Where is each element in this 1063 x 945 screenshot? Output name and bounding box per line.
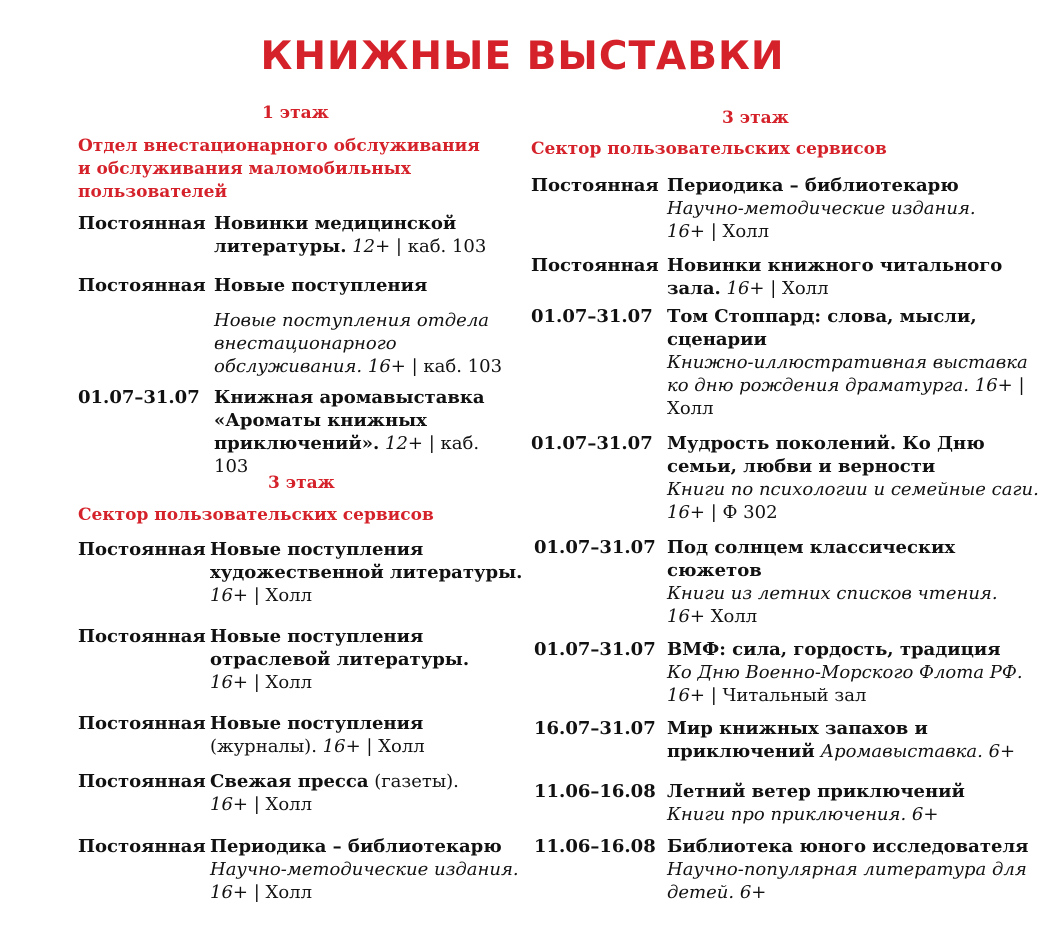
entry-date: Постоянная: [78, 836, 206, 857]
entry-date: 11.06–16.08: [534, 836, 656, 857]
age-rating: 16+: [726, 278, 765, 299]
floor-heading-3: 3 этаж: [722, 108, 789, 128]
entry-body: [667, 780, 965, 826]
entry-title: Книжная аромавыставка: [214, 387, 485, 408]
entry-date: Постоянная: [78, 713, 206, 734]
entry-date: Постоянная: [78, 771, 206, 792]
entry-title: семьи, любви и верности: [667, 456, 936, 477]
age-rating: 16+: [667, 502, 705, 523]
entry-body: [667, 536, 998, 628]
entry-date: Постоянная: [78, 539, 206, 560]
entry-title: отраслевой литературы.: [210, 649, 470, 670]
entry-location: Холл: [782, 278, 829, 299]
entry-description: Научно-методические издания.: [210, 859, 519, 880]
entry-location: каб. 103: [407, 236, 487, 257]
separator: |: [705, 502, 723, 523]
age-rating: 6+: [911, 804, 939, 825]
entry-title: Том Стоппард: слова, мысли,: [667, 306, 977, 327]
entry-date: Постоянная: [531, 175, 659, 196]
entry-title: Библиотека юного исследователя: [667, 836, 1029, 857]
entry-date: 01.07–31.07: [531, 433, 653, 454]
entry-title: Новые поступления: [210, 713, 424, 734]
floor-heading-1: 1 этаж: [262, 103, 329, 123]
entry-description: Научно-популярная литература для: [667, 859, 1027, 880]
entry-title: художественной литературы.: [210, 562, 523, 583]
entry-date: 01.07–31.07: [534, 639, 656, 660]
entry-body: [667, 254, 1002, 300]
entry-title: Мудрость поколений. Ко Дню: [667, 433, 985, 454]
entry-title: Летний ветер приключений: [667, 781, 965, 802]
entry-title: Новинки книжного читального: [667, 255, 1003, 276]
age-rating: 16+: [667, 685, 705, 706]
entry-body: [667, 174, 976, 243]
entry-location: Холл: [265, 794, 313, 815]
entry-title: Мир книжных запахов и: [667, 718, 928, 739]
age-rating: 6+: [739, 882, 767, 903]
entry-body: [210, 538, 522, 607]
entry-location: каб. 103: [214, 433, 480, 477]
entry-date: 11.06–16.08: [534, 781, 656, 802]
entry-body: [667, 835, 1028, 904]
entry-body: [667, 717, 1015, 763]
entry-body: [210, 712, 425, 758]
entry-location: Холл: [722, 221, 770, 242]
entry-date: Постоянная: [531, 255, 659, 276]
page-title: КНИЖНЫЕ ВЫСТАВКИ: [260, 34, 785, 79]
entry-title: Новые поступления: [210, 626, 424, 647]
age-rating: 12+: [385, 433, 424, 454]
entry-title: Периодика – библиотекарю: [667, 175, 959, 196]
entry-title: сценарии: [667, 329, 767, 350]
entry-date: Постоянная: [78, 275, 206, 296]
age-rating: 16+: [210, 794, 248, 815]
entry-location: Читальный зал: [722, 685, 867, 706]
separator: |: [248, 585, 266, 606]
entry-title: приключений».: [214, 433, 380, 454]
separator: |: [248, 672, 266, 693]
entry-location: Холл: [265, 882, 313, 903]
entry-date: 01.07–31.07: [78, 387, 200, 408]
age-rating: 16+: [322, 736, 361, 757]
entry-description: Новые поступления отдела: [214, 310, 490, 331]
entry-description: ко дню рождения драматурга.: [667, 375, 970, 396]
entry-description: Аромавыставка.: [820, 741, 983, 762]
entry-location: Холл: [667, 398, 714, 419]
entry-location: Холл: [378, 736, 425, 757]
department-line: и обслуживания маломобильных: [78, 159, 411, 179]
entry-body: [667, 638, 1023, 707]
age-rating: 16+: [210, 672, 248, 693]
entry-title: Новые поступления: [210, 539, 424, 560]
entry-title: Новинки медицинской: [214, 213, 457, 234]
entry-location: Холл: [265, 585, 313, 606]
age-rating: 16+: [210, 882, 248, 903]
department-heading: Сектор пользовательских сервисов: [78, 505, 434, 525]
entry-title: Периодика – библиотекарю: [210, 836, 502, 857]
entry-location: Холл: [265, 672, 313, 693]
entry-title: Свежая пресса: [210, 771, 369, 792]
age-rating: 16+: [667, 606, 705, 627]
separator: |: [423, 433, 441, 454]
entry-date: 16.07–31.07: [534, 718, 656, 739]
entry-body: [667, 432, 1039, 524]
entry-body: [214, 212, 486, 258]
department-heading: Сектор пользовательских сервисов: [531, 139, 887, 159]
department-heading: [78, 135, 480, 204]
separator: |: [248, 882, 266, 903]
entry-description: Книжно-иллюстративная выставка: [667, 352, 1028, 373]
age-rating: 6+: [988, 741, 1016, 762]
entry-description: Научно-методические издания.: [667, 198, 976, 219]
entry-date: 01.07–31.07: [531, 306, 653, 327]
age-rating: 12+: [352, 236, 391, 257]
entry-body: [210, 835, 519, 904]
entry-location: Ф 302: [722, 502, 778, 523]
entry-description: детей.: [667, 882, 735, 903]
entry-title: ВМФ: сила, гордость, традиция: [667, 639, 1001, 660]
department-line: пользователей: [78, 182, 228, 202]
separator: |: [1012, 375, 1025, 396]
entry-description: Ко Дню Военно-Морского Флота РФ.: [667, 662, 1023, 683]
separator: |: [405, 356, 424, 377]
entry-location: Холл: [705, 606, 758, 627]
entry-body: [667, 305, 1028, 420]
entry-description: Книги по психологии и семейные саги.: [667, 479, 1039, 500]
separator: |: [764, 278, 783, 299]
entry-description: внестационарного: [214, 333, 397, 354]
age-rating: 16+: [974, 375, 1013, 396]
separator: |: [705, 685, 723, 706]
entry-body: [214, 386, 518, 478]
age-rating: 16+: [667, 221, 705, 242]
floor-heading-3: 3 этаж: [268, 473, 335, 493]
entry-body: [214, 274, 502, 378]
separator: |: [705, 221, 723, 242]
entry-title: «Ароматы книжных: [214, 410, 427, 431]
entry-note: (журналы).: [210, 736, 317, 757]
entry-title: Новые поступления: [214, 275, 428, 296]
separator: |: [390, 236, 408, 257]
entry-body: [210, 625, 469, 694]
entry-title: Под солнцем классических: [667, 537, 956, 558]
entry-description: Книги из летних списков чтения.: [667, 583, 998, 604]
entry-date: Постоянная: [78, 213, 206, 234]
entry-date: Постоянная: [78, 626, 206, 647]
entry-description: обслуживания.: [214, 356, 363, 377]
entry-title: сюжетов: [667, 560, 762, 581]
separator: |: [248, 794, 266, 815]
entry-note: (газеты).: [374, 771, 459, 792]
entry-body: [210, 770, 459, 816]
entry-title: зала.: [667, 278, 721, 299]
entry-date: 01.07–31.07: [534, 537, 656, 558]
entry-description: Книги про приключения.: [667, 804, 907, 825]
entry-title: литературы.: [214, 236, 347, 257]
age-rating: 16+: [367, 356, 406, 377]
separator: |: [360, 736, 379, 757]
department-line: Отдел внестационарного обслуживания: [78, 136, 480, 156]
age-rating: 16+: [210, 585, 248, 606]
entry-location: каб. 103: [423, 356, 503, 377]
entry-title: приключений: [667, 741, 815, 762]
